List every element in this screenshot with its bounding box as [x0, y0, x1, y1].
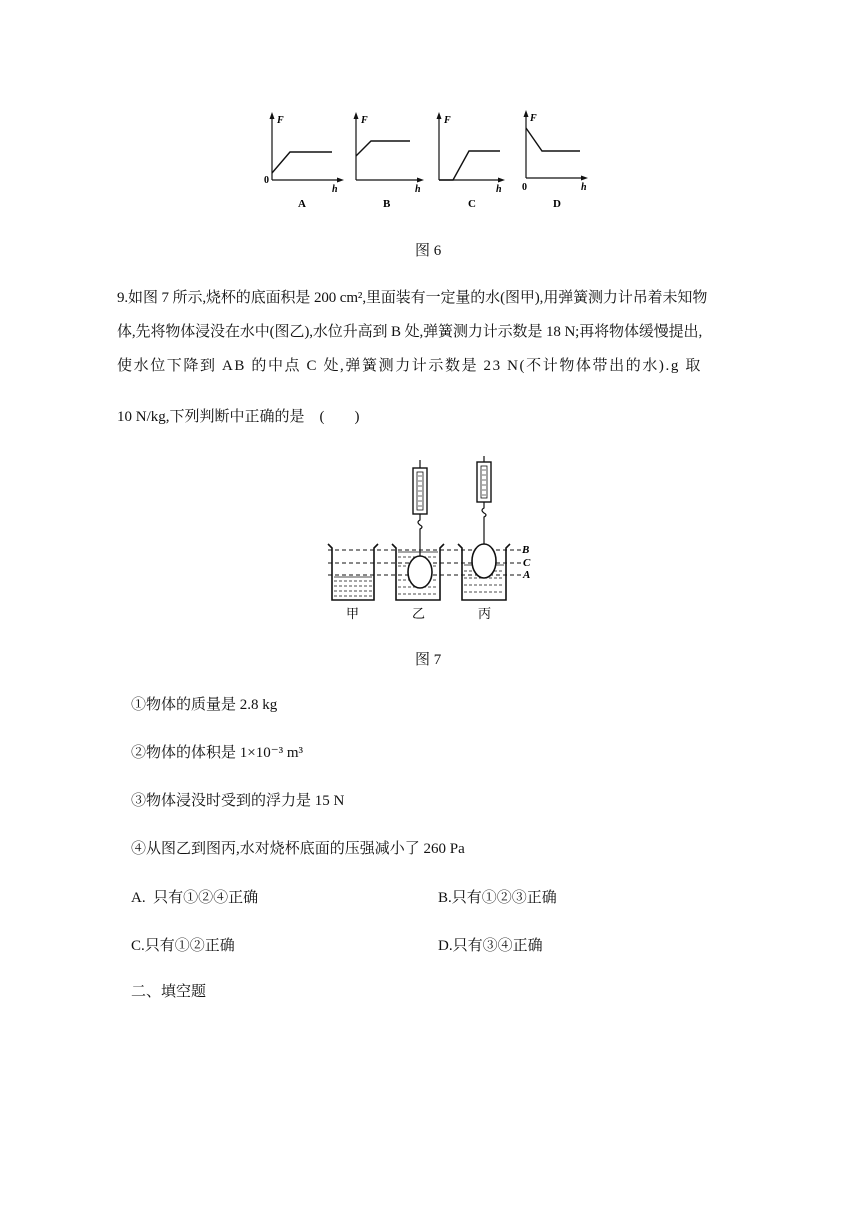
beaker-bing — [458, 544, 510, 600]
level-label-b: B — [522, 544, 530, 556]
level-label-c: C — [523, 557, 531, 569]
graph-b-label: B — [383, 198, 391, 210]
question-9-line-4: 10 N/kg,下列判断中正确的是 ( ) — [117, 409, 360, 425]
graph-d-origin: 0 — [522, 182, 527, 193]
level-label-a: A — [523, 569, 531, 581]
graph-a-label: A — [298, 198, 306, 210]
statement-1: ①物体的质量是 2.8 kg — [131, 697, 278, 713]
figure-6-caption: 图 6 — [415, 243, 442, 259]
graph-d-label: D — [553, 198, 561, 210]
figure-6-graphs — [260, 108, 600, 214]
graph-c-f-label: F — [444, 115, 451, 126]
graph-a-f-label: F — [277, 115, 284, 126]
graph-a-origin: 0 — [264, 175, 269, 186]
beaker-label-bing: 丙 — [478, 606, 492, 621]
graph-b-f-label: F — [361, 115, 368, 126]
question-9-line-1: 9.如图 7 所示,烧杯的底面积是 200 cm²,里面装有一定量的水(图甲),用弹簧测力计吊着未知物 — [117, 290, 708, 306]
option-c[interactable]: C.只有①②正确 — [131, 938, 235, 954]
beaker-label-yi: 乙 — [412, 606, 426, 621]
statement-2: ②物体的体积是 1×10⁻³ m³ — [131, 745, 304, 761]
option-a[interactable]: A. 只有①②④正确 — [131, 890, 259, 906]
spring-scale-bing — [477, 456, 491, 544]
figure-7-diagram — [322, 456, 542, 622]
beaker-jia — [328, 544, 378, 600]
option-b[interactable]: B.只有①②③正确 — [438, 890, 557, 906]
graph-b — [354, 112, 425, 210]
statement-4: ④从图乙到图丙,水对烧杯底面的压强减小了 260 Pa — [131, 841, 465, 857]
graph-b-h-label: h — [415, 184, 421, 195]
graph-d — [522, 110, 588, 210]
graph-c-label: C — [468, 198, 476, 210]
figure-7-caption: 图 7 — [415, 652, 442, 668]
graph-d-h-label: h — [581, 182, 587, 193]
graph-c-h-label: h — [496, 184, 502, 195]
beaker-yi — [392, 544, 444, 600]
statement-3: ③物体浸没时受到的浮力是 15 N — [131, 793, 345, 809]
question-9-line-2: 体,先将物体浸没在水中(图乙),水位升高到 B 处,弹簧测力计示数是 18 N;再将物体缓慢提出, — [117, 324, 703, 340]
graph-c — [437, 112, 506, 210]
beaker-label-jia: 甲 — [346, 606, 360, 621]
section-heading: 二、填空题 — [131, 984, 207, 1000]
question-9-line-3: 使水位下降到 AB 的中点 C 处,弹簧测力计示数是 23 N(不计物体带出的水).g 取 — [117, 358, 702, 374]
graph-d-f-label: F — [530, 113, 537, 124]
spring-scale-yi — [413, 460, 427, 556]
graph-a — [264, 112, 344, 210]
option-d[interactable]: D.只有③④正确 — [438, 938, 543, 954]
graph-a-h-label: h — [332, 184, 338, 195]
